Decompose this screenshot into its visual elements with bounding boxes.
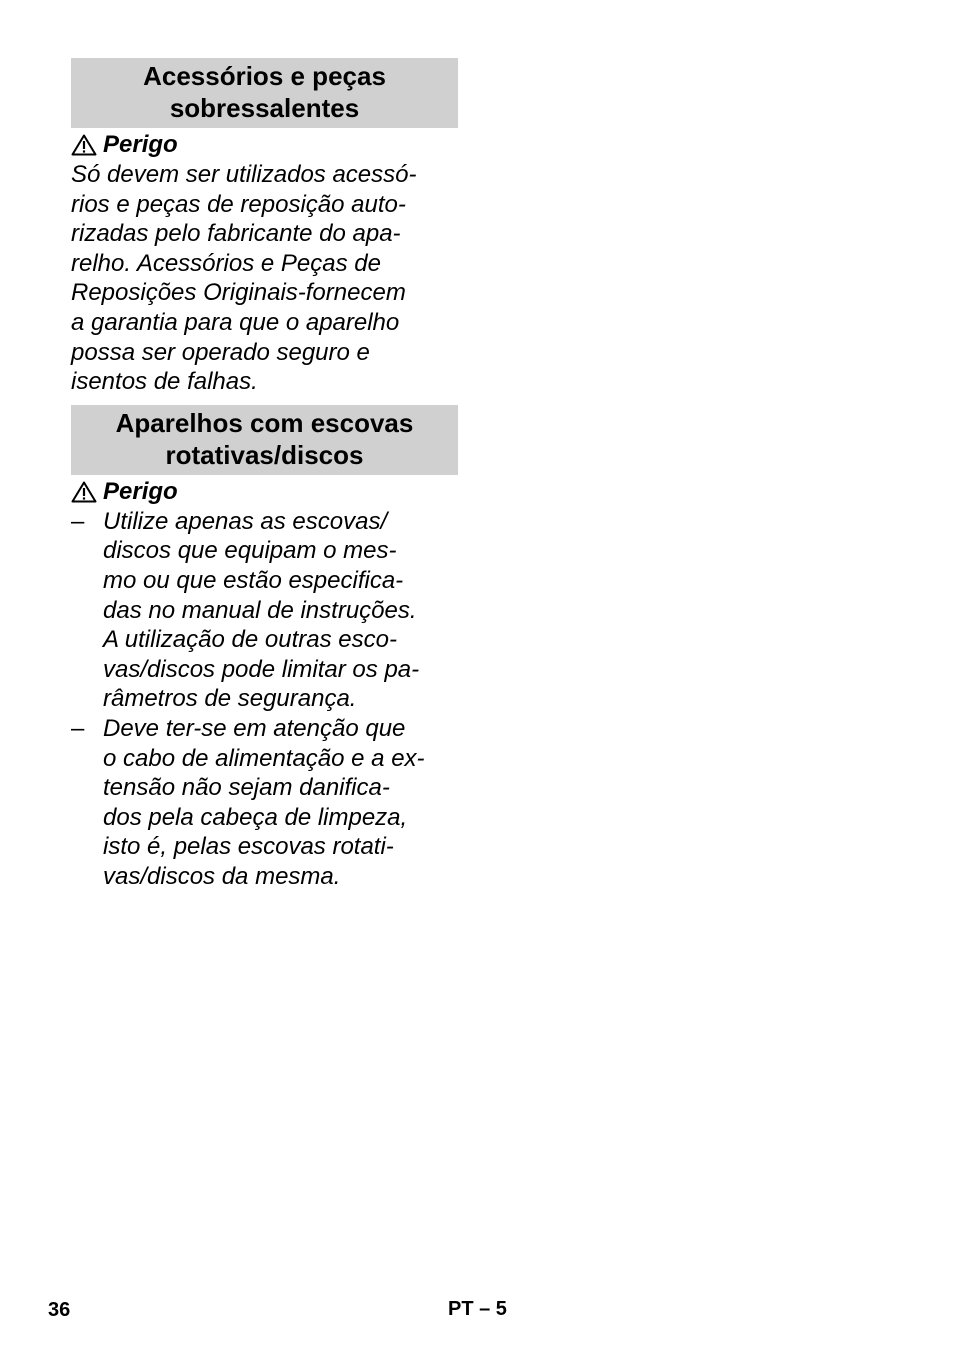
list-item-text: Deve ter-se em atenção que o cabo de alimentação e a ex- tensão não sejam danifica- dos pela cabeça de limpeza, isto é, pelas escovas rotati- vas/discos da mesma. bbox=[103, 714, 425, 890]
list-item-text: Utilize apenas as escovas/ discos que equipam o mes- mo ou que estão especifica- das no manual de instruções. A utilização de outras esco- vas/discos pode limitar os pa- râmetros de segurança. bbox=[103, 507, 420, 713]
danger-label-text: Perigo bbox=[103, 131, 178, 158]
page-number: 36 bbox=[48, 1299, 71, 1321]
list-dash: – bbox=[71, 507, 85, 535]
list-item bbox=[71, 714, 458, 892]
accessories-paragraph: Só devem ser utilizados acessó- rios e peças de reposição auto- rizadas pelo fabricante do apa- relho. Acessórios e Peças de Reposições Originais-fornecem a garantia para que o aparelho possa ser operado seguro e isentos de falhas. bbox=[71, 161, 417, 396]
language-page-indicator: PT – 5 bbox=[448, 1298, 507, 1320]
warning-triangle-icon bbox=[71, 481, 97, 503]
section-heading-rotary-brushes: Aparelhos com escovas rotativas/discos bbox=[71, 405, 458, 475]
danger-label-text: Perigo bbox=[103, 477, 178, 505]
list-item bbox=[71, 507, 458, 714]
danger-label-rotary-brushes bbox=[71, 477, 458, 507]
content-column bbox=[71, 58, 458, 891]
list-dash: – bbox=[71, 714, 85, 742]
danger-label-accessories bbox=[71, 130, 458, 160]
warning-triangle-icon bbox=[71, 134, 97, 156]
section-heading-accessories: Acessórios e peças sobressalentes bbox=[71, 58, 458, 128]
